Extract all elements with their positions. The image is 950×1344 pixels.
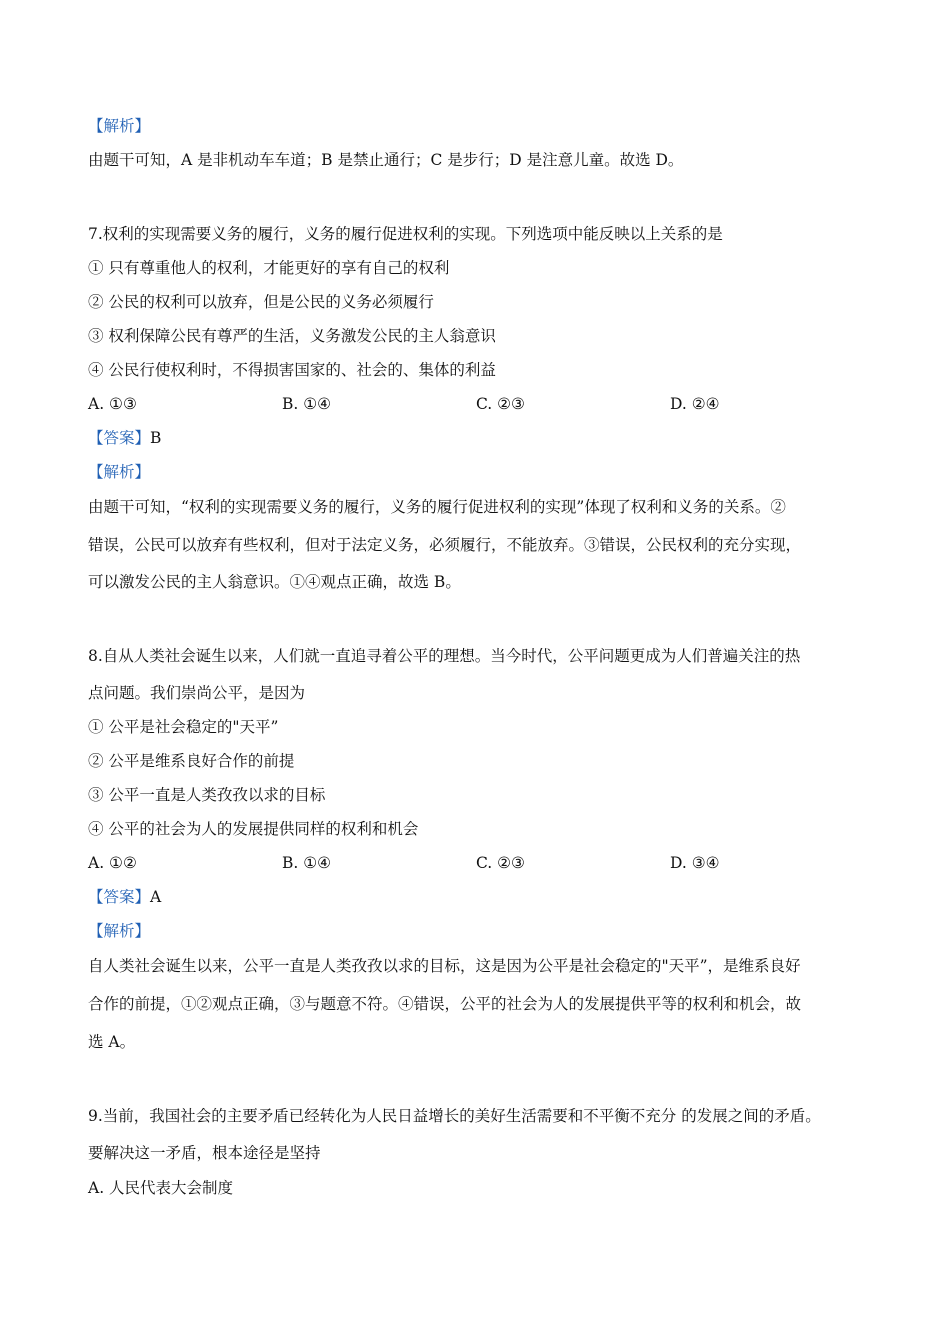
- q7-option-b: B. ①④: [282, 395, 332, 413]
- q7-stem: 7.权利的实现需要义务的履行，义务的履行促进权利的实现。下列选项中能反映以上关系的是: [88, 225, 723, 243]
- q7-statement-4: ④ 公民行使权利时，不得损害国家的、社会的、集体的利益: [88, 361, 496, 379]
- q8-analysis-line-1: 自人类社会诞生以来，公平一直是人类孜孜以求的目标，这是因为公平是社会稳定的"天平”，是维系良好: [88, 957, 801, 975]
- q7-option-c: C. ②③: [476, 395, 525, 413]
- q7-answer-tag: 【答案】: [88, 429, 151, 447]
- q7-option-d: D. ②④: [670, 395, 720, 413]
- q9-stem-line-2: 要解决这一矛盾，根本途径是坚持: [88, 1144, 321, 1162]
- q8-answer: [88, 887, 161, 907]
- q8-stem-line-1: 8.自从人类社会诞生以来，人们就一直追寻着公平的理想。当今时代，公平问题更成为人们普遍关注的热: [88, 647, 801, 665]
- q6-analysis-line: 由题干可知，A 是非机动车车道；B 是禁止通行；C 是步行；D 是注意儿童。故选 D。: [88, 151, 684, 169]
- q8-answer-tag: 【答案】: [88, 888, 151, 906]
- q9-option-a: A. 人民代表大会制度: [88, 1179, 234, 1197]
- q8-option-b: B. ①④: [282, 854, 332, 872]
- q8-statement-3: ③ 公平一直是人类孜孜以求的目标: [88, 786, 326, 804]
- q8-analysis-tag: 【解析】: [88, 922, 151, 940]
- q7-analysis-line-2: 错误，公民可以放弃有些权利，但对于法定义务，必须履行，不能放弃。③错误，公民权利的充分实现，: [88, 536, 802, 554]
- q8-analysis-line-2: 合作的前提，①②观点正确，③与题意不符。④错误，公平的社会为人的发展提供平等的权利和机会，故: [88, 995, 802, 1013]
- q8-option-c: C. ②③: [476, 854, 525, 872]
- q8-option-d: D. ③④: [670, 854, 720, 872]
- q7-analysis-line-1: 由题干可知，“权利的实现需要义务的履行，义务的履行促进权利的实现”体现了权利和义务的关系。②: [88, 498, 786, 516]
- q7-analysis-tag: 【解析】: [88, 463, 151, 481]
- q8-option-a: A. ①②: [88, 854, 137, 872]
- q7-answer-value: B: [150, 429, 162, 447]
- q7-statement-3: ③ 权利保障公民有尊严的生活，义务激发公民的主人翁意识: [88, 327, 496, 345]
- q7-statement-2: ② 公民的权利可以放弃，但是公民的义务必须履行: [88, 293, 434, 311]
- q8-statement-4: ④ 公平的社会为人的发展提供同样的权利和机会: [88, 820, 419, 838]
- q6-analysis-tag: 【解析】: [88, 117, 151, 135]
- q7-option-a: A. ①③: [88, 395, 137, 413]
- q7-statement-1: ① 只有尊重他人的权利，才能更好的享有自己的权利: [88, 259, 450, 277]
- q8-statement-2: ② 公平是维系良好合作的前提: [88, 752, 295, 770]
- q8-answer-value: A: [150, 888, 162, 906]
- q8-analysis-line-3: 选 A。: [88, 1033, 136, 1051]
- q7-answer: [88, 428, 161, 448]
- q9-stem-line-1: 9.当前，我国社会的主要矛盾已经转化为人民日益增长的美好生活需要和不平衡不充分 的发展之间的矛盾。: [88, 1107, 821, 1125]
- q8-statement-1: ① 公平是社会稳定的"天平”: [88, 718, 279, 736]
- q8-stem-line-2: 点问题。我们崇尚公平，是因为: [88, 684, 306, 702]
- q7-analysis-line-3: 可以激发公民的主人翁意识。①④观点正确，故选 B。: [88, 573, 461, 591]
